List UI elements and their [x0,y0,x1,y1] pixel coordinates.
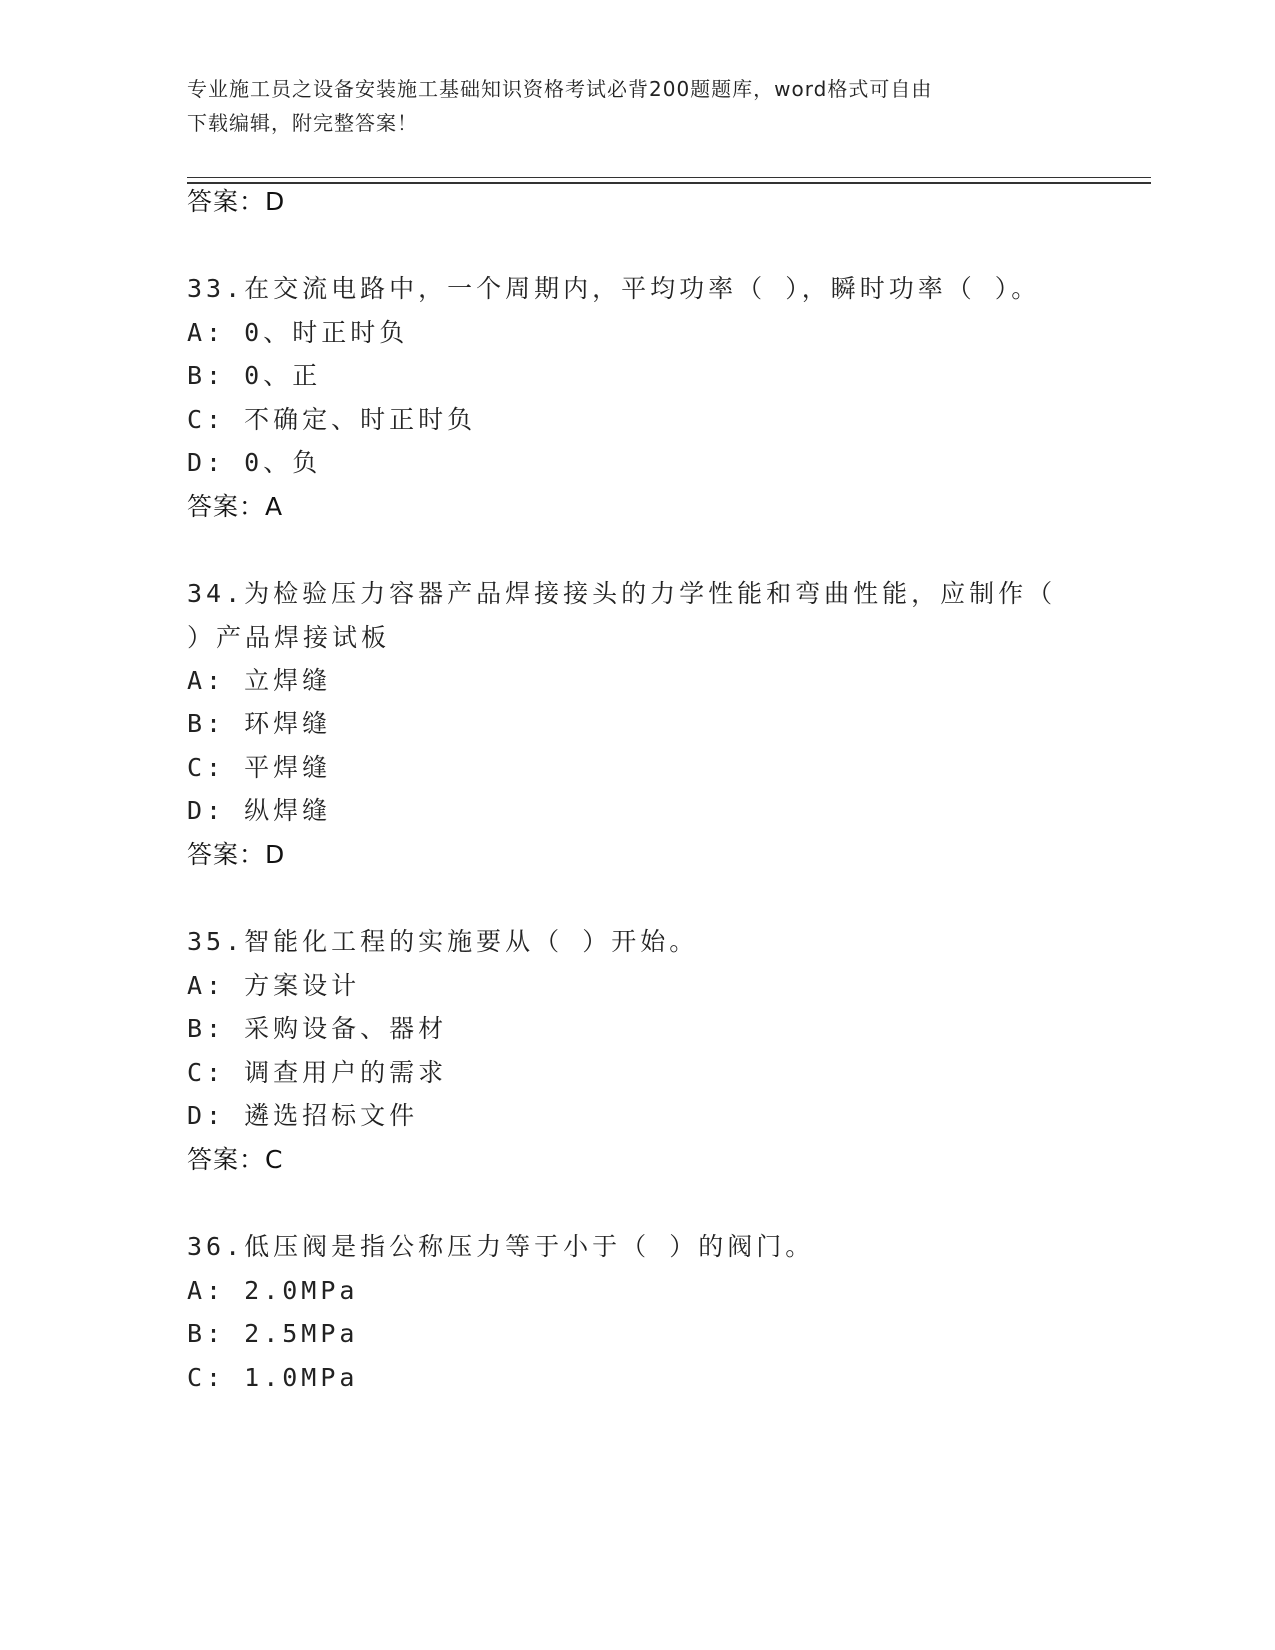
page-header [187,72,1067,140]
answer: 答案：D [187,840,286,869]
question-text: 34.为检验压力容器产品焊接接头的力学性能和弯曲性能，应制作（ [187,579,1057,608]
option-d: D: 遴选招标文件 [187,1101,419,1130]
option-c: C: 不确定、时正时负 [187,405,477,434]
option-c: C: 1.0MPa [187,1363,359,1392]
answer: 答案：C [187,1145,284,1174]
option-d: D: 纵焊缝 [187,796,332,825]
option-b: B: 0、正 [187,361,322,390]
option-a: A: 2.0MPa [187,1276,359,1305]
question-text-cont: ）产品焊接试板 [187,623,391,652]
question-text: 35.智能化工程的实施要从（ ）开始。 [187,927,699,956]
question-text: 33.在交流电路中，一个周期内，平均功率（ ），瞬时功率（ ）。 [187,274,1041,303]
option-a: A: 方案设计 [187,971,361,1000]
option-b: B: 环焊缝 [187,709,332,738]
option-c: C: 平焊缝 [187,753,332,782]
option-b: B: 2.5MPa [187,1319,359,1348]
header-line-2: 下载编辑，附完整答案！ [187,111,418,135]
option-a: A: 立焊缝 [187,666,332,695]
option-b: B: 采购设备、器材 [187,1014,448,1043]
option-d: D: 0、负 [187,448,322,477]
question-text: 36.低压阀是指公称压力等于小于（ ）的阀门。 [187,1232,815,1261]
option-c: C: 调查用户的需求 [187,1058,448,1087]
header-divider [187,177,1151,184]
header-line-1: 专业施工员之设备安装施工基础知识资格考试必背200题题库，word格式可自由 [187,77,933,101]
answer: 答案：A [187,492,284,521]
answer-prev: 答案：D [187,187,286,216]
option-a: A: 0、时正时负 [187,318,409,347]
